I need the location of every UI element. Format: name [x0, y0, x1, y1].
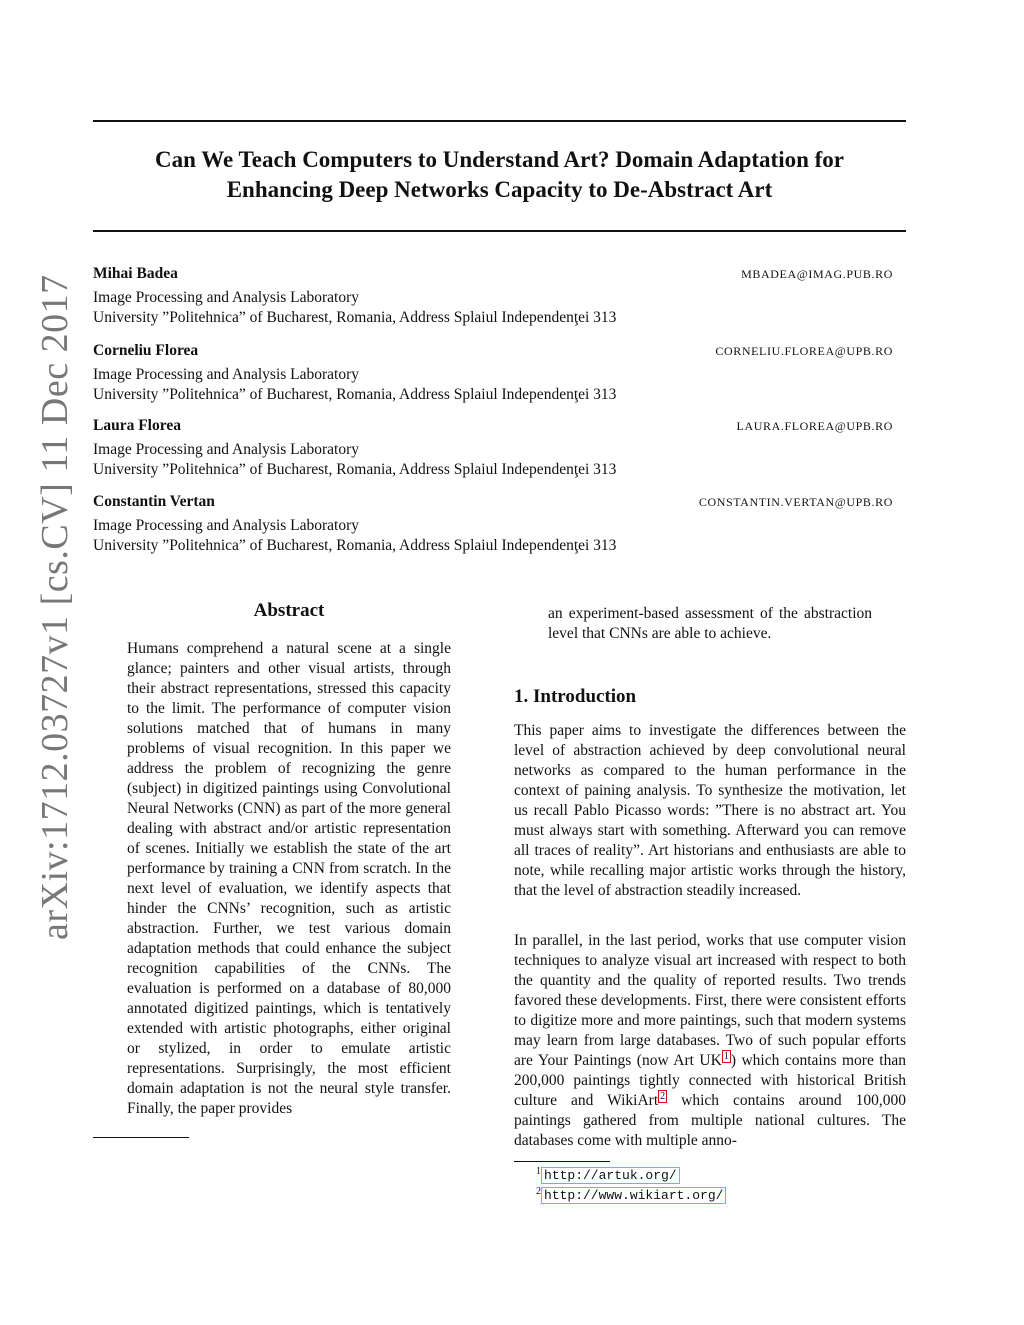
paper-title-line2: Enhancing Deep Networks Capacity to De-Abstract Art [226, 177, 773, 202]
intro-paragraph-1: This paper aims to investigate the differences between the level of abstraction achieved by deep convolutional neural networks as compared to the human performance in the context of paining analysis. To synthesize the motivation, let us recall Pablo Picasso words: ”There is no abstract art. You must always start with something. Afterward you can remove all traces of reality”. Art historians and enthusiasts are able to note, while recalling major artistic works through the history, that the level of abstraction steadily increased. [514, 722, 906, 899]
footnote-rule-left [93, 1137, 189, 1138]
paper-title-line1: Can We Teach Computers to Understand Art? Domain Adaptation for [155, 147, 844, 172]
intro-p2-text-c: which contains around 100,000 paintings gathered from multiple national cultures. The databases come with multiple anno- [514, 1092, 907, 1149]
intro-p2-text-b: ) which contains more than 200,000 paintings tightly connected with historical British culture and WikiArt [514, 1052, 906, 1109]
author-lab: Image Processing and Analysis Laboratory [93, 289, 360, 306]
abstract-heading: Abstract [253, 600, 325, 621]
author-lab: Image Processing and Analysis Laboratory [93, 441, 360, 458]
author-name: Laura Florea [93, 417, 181, 434]
abstract-continuation: an experiment-based assessment of the abstraction level that CNNs are able to achieve. [548, 605, 872, 642]
arxiv-sidebar-stamp: arXiv:1712.03727v1 [cs.CV] 11 Dec 2017 [34, 274, 76, 940]
author-university: University ”Politehnica” of Bucharest, Romania, Address Splaiul Independenţei 313 [93, 461, 617, 478]
footnote-link-wikiart[interactable]: http://www.wikiart.org/ [541, 1187, 726, 1204]
paper-title [93, 145, 906, 205]
author-name: Corneliu Florea [93, 342, 199, 359]
title-bottom-rule [93, 230, 906, 232]
title-top-rule [93, 120, 906, 122]
footnote-rule-right [514, 1161, 610, 1162]
author-email: CONSTANTIN.VERTAN@UPB.RO [698, 495, 893, 509]
author-name: Constantin Vertan [93, 493, 215, 510]
author-block-1 [93, 264, 893, 328]
author-university: University ”Politehnica” of Bucharest, Romania, Address Splaiul Independenţei 313 [93, 386, 617, 403]
author-block-4 [93, 492, 893, 556]
author-name: Mihai Badea [93, 265, 178, 282]
footnote-mark: 2 [536, 1186, 541, 1197]
footnote-ref-2[interactable]: 2 [660, 1091, 666, 1102]
footnote-2 [536, 1183, 726, 1205]
author-lab: Image Processing and Analysis Laboratory [93, 366, 360, 383]
author-email: CORNELIU.FLOREA@UPB.RO [715, 344, 893, 358]
section-heading-introduction: 1. Introduction [514, 686, 637, 707]
footnote-link-artuk[interactable]: http://artuk.org/ [541, 1167, 680, 1184]
author-block-2 [93, 341, 893, 405]
intro-p2-text-a: In parallel, in the last period, works that use computer vision techniques to analyze visual art increased with respect to both the quantity and the quality of reported results. Two trends favored these developments. First, there were consistent efforts to digitize more and more paintings, such that modern systems may learn from large databases. Two of such popular efforts are Your Paintings (now Art UK [514, 932, 906, 1069]
author-university: University ”Politehnica” of Bucharest, Romania, Address Splaiul Independenţei 313 [93, 309, 617, 326]
author-email: MBADEA@IMAG.PUB.RO [741, 267, 893, 281]
author-university: University ”Politehnica” of Bucharest, Romania, Address Splaiul Independenţei 313 [93, 537, 617, 554]
author-block-3 [93, 416, 893, 480]
intro-paragraph-2 [514, 931, 906, 1151]
footnote-1 [536, 1163, 680, 1185]
author-lab: Image Processing and Analysis Laboratory [93, 517, 360, 534]
footnote-mark: 1 [536, 1166, 541, 1177]
abstract-body: Humans comprehend a natural scene at a single glance; painters and other visual artists, through their abstract representations, stressed this capacity to the limit. The performance of computer vision solutions matched that of humans in many problems of visual recognition. In this paper we address the problem of recognizing the genre (subject) in digitized paintings using Convolutional Neural Networks (CNN) as part of the more general dealing with abstract and/or artistic representation of scenes. Initially we establish the state of the art performance by training a CNN from scratch. In the next level of evaluation, we identify aspects that hinder the CNNs’ recognition, such as artistic abstraction. Further, we test various domain adaptation methods that could enhance the subject recognition capabilities of the CNNs. The evaluation is performed on a database of 80,000 annotated digitized paintings, which is tentatively extended with artistic photographs, either original or stylized, in order to emulate artistic representations. Surprisingly, the most efficient domain adaptation is not the neural style transfer. Finally, the paper provides [127, 640, 451, 1117]
author-email: LAURA.FLOREA@UPB.RO [736, 419, 893, 433]
footnote-ref-1[interactable]: 1 [723, 1051, 729, 1062]
